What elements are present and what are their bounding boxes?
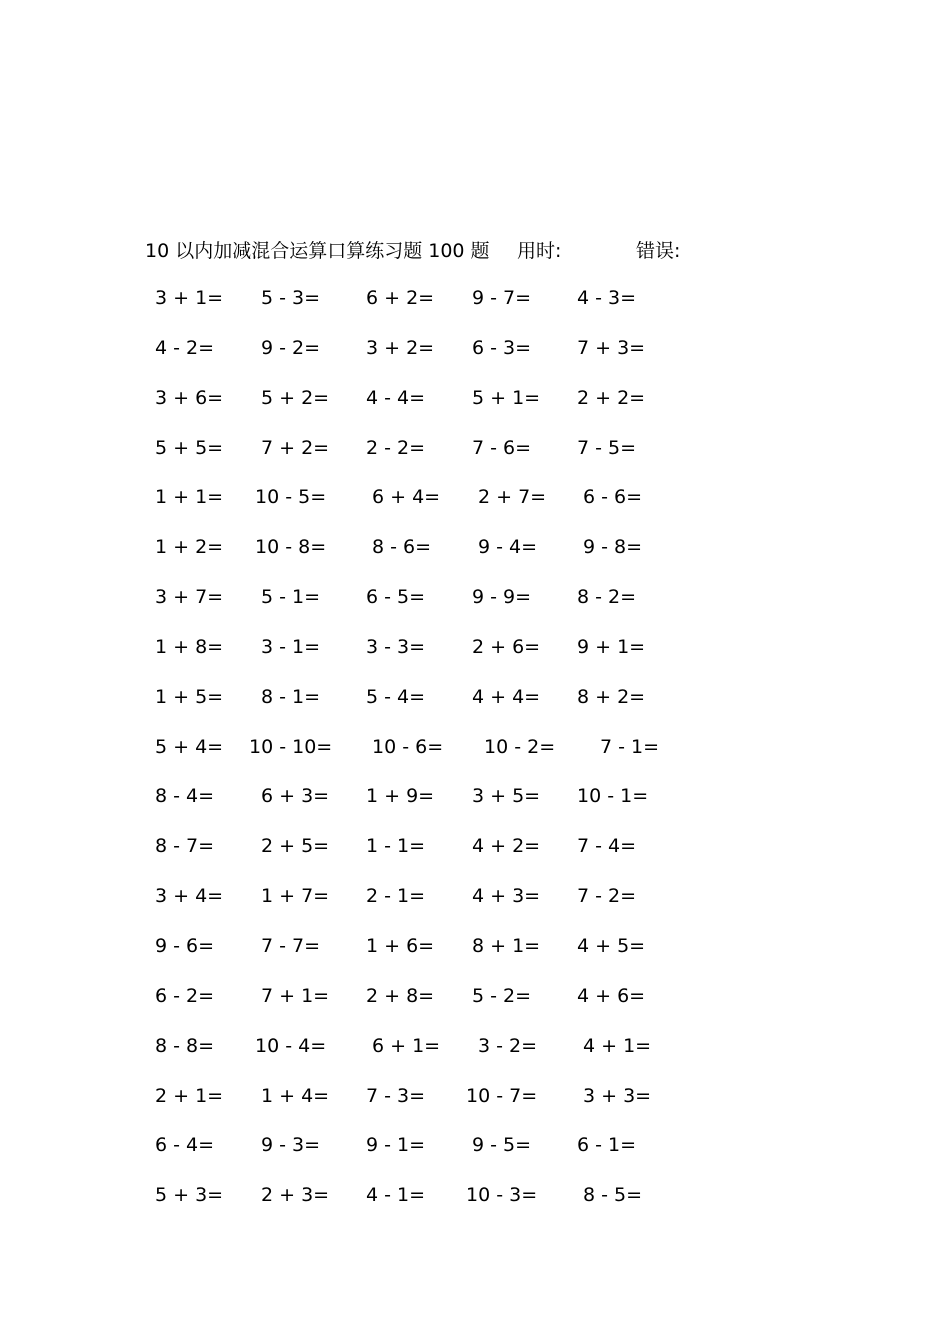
problem-item: 3 - 3= (366, 635, 426, 658)
problem-item: 5 - 1= (261, 586, 321, 609)
problem-row (0, 832, 950, 882)
problem-item: 10 - 4= (255, 1034, 327, 1057)
problem-item: 4 + 5= (577, 934, 646, 957)
problem-item: 4 - 4= (366, 386, 426, 409)
problem-item: 8 - 8= (155, 1034, 215, 1057)
problem-item: 10 - 2= (484, 735, 556, 758)
problem-item: 9 - 4= (478, 536, 538, 559)
problem-item: 9 - 8= (583, 536, 643, 559)
problem-row (0, 334, 950, 384)
problem-row (0, 1131, 950, 1181)
problem-item: 9 - 5= (472, 1134, 532, 1157)
problem-item: 1 + 1= (155, 486, 224, 509)
problem-item: 9 + 1= (577, 635, 646, 658)
problem-row (0, 533, 950, 583)
problem-item: 3 + 7= (155, 586, 224, 609)
problem-item: 8 - 1= (261, 685, 321, 708)
problem-item: 6 + 4= (372, 486, 441, 509)
problem-row (0, 633, 950, 683)
problem-item: 7 - 5= (577, 436, 637, 459)
problem-item: 8 - 7= (155, 835, 215, 858)
problem-row (0, 384, 950, 434)
problem-item: 10 - 10= (249, 735, 333, 758)
problem-item: 4 + 6= (577, 984, 646, 1007)
problem-item: 2 + 2= (577, 386, 646, 409)
problem-item: 4 + 4= (472, 685, 541, 708)
problem-item: 6 - 6= (583, 486, 643, 509)
problem-row (0, 434, 950, 484)
problem-row (0, 284, 950, 334)
problem-row (0, 982, 950, 1032)
problem-item: 6 - 3= (472, 336, 532, 359)
problem-row (0, 683, 950, 733)
problem-item: 4 - 2= (155, 336, 215, 359)
time-used-label: 用时: (517, 240, 562, 262)
problem-item: 5 - 3= (261, 287, 321, 309)
problem-row (0, 932, 950, 982)
problem-item: 3 + 5= (472, 785, 541, 808)
problem-item: 7 - 2= (577, 885, 637, 908)
problem-item: 1 + 4= (261, 1084, 330, 1107)
problem-item: 5 + 1= (472, 386, 541, 409)
problem-item: 4 + 1= (583, 1034, 652, 1057)
problem-item: 1 + 5= (155, 685, 224, 708)
problem-item: 10 - 3= (466, 1184, 538, 1207)
problem-item: 2 + 8= (366, 984, 435, 1007)
problem-item: 6 + 1= (372, 1034, 441, 1057)
problem-item: 5 + 2= (261, 386, 330, 409)
problem-item: 2 - 1= (366, 885, 426, 908)
problem-row (0, 733, 950, 783)
problem-item: 1 + 7= (261, 885, 330, 908)
problem-item: 4 + 3= (472, 885, 541, 908)
problem-item: 9 - 2= (261, 336, 321, 359)
problem-item: 7 - 4= (577, 835, 637, 858)
problem-item: 7 + 1= (261, 984, 330, 1007)
problem-item: 7 + 2= (261, 436, 330, 459)
problem-item: 7 + 3= (577, 336, 646, 359)
problem-row (0, 1181, 950, 1231)
problem-item: 10 - 1= (577, 785, 649, 808)
problem-item: 2 + 7= (478, 486, 547, 509)
problem-item: 9 - 9= (472, 586, 532, 609)
problem-item: 3 + 4= (155, 885, 224, 908)
problem-item: 7 - 3= (366, 1084, 426, 1107)
problem-item: 1 - 1= (366, 835, 426, 858)
problem-item: 8 - 4= (155, 785, 215, 808)
problem-item: 8 - 6= (372, 536, 432, 559)
problem-item: 6 - 1= (577, 1134, 637, 1157)
problem-item: 10 - 8= (255, 536, 327, 559)
problem-row (0, 1032, 950, 1082)
problem-item: 8 - 5= (583, 1184, 643, 1207)
problem-item: 9 - 1= (366, 1134, 426, 1157)
problem-item: 10 - 7= (466, 1084, 538, 1107)
problem-item: 1 + 9= (366, 785, 435, 808)
problem-item: 8 + 1= (472, 934, 541, 957)
problem-item: 7 - 1= (600, 735, 660, 758)
problem-item: 6 - 4= (155, 1134, 215, 1157)
problem-item: 5 + 3= (155, 1184, 224, 1207)
problem-item: 4 + 2= (472, 835, 541, 858)
problem-item: 1 + 8= (155, 635, 224, 658)
problem-item: 6 - 5= (366, 586, 426, 609)
problem-item: 6 + 3= (261, 785, 330, 808)
problem-item: 3 + 3= (583, 1084, 652, 1107)
problem-item: 6 + 2= (366, 287, 435, 309)
problem-grid (0, 284, 950, 1231)
problem-item: 2 + 1= (155, 1084, 224, 1107)
worksheet-title: 10 以内加减混合运算口算练习题 100 题 (145, 240, 490, 262)
problem-item: 5 + 5= (155, 436, 224, 459)
problem-item: 8 - 2= (577, 586, 637, 609)
problem-item: 4 - 3= (577, 287, 637, 309)
problem-row (0, 1082, 950, 1132)
problem-item: 3 + 2= (366, 336, 435, 359)
problem-item: 2 + 5= (261, 835, 330, 858)
problem-item: 6 - 2= (155, 984, 215, 1007)
problem-item: 3 - 1= (261, 635, 321, 658)
problem-item: 1 + 6= (366, 934, 435, 957)
problem-row (0, 782, 950, 832)
problem-item: 7 - 6= (472, 436, 532, 459)
problem-item: 2 + 6= (472, 635, 541, 658)
errors-label: 错误: (636, 240, 681, 262)
problem-item: 7 - 7= (261, 934, 321, 957)
problem-item: 2 + 3= (261, 1184, 330, 1207)
problem-item: 3 + 6= (155, 386, 224, 409)
problem-item: 9 - 7= (472, 287, 532, 309)
problem-item: 8 + 2= (577, 685, 646, 708)
problem-row (0, 583, 950, 633)
problem-row (0, 483, 950, 533)
problem-item: 9 - 3= (261, 1134, 321, 1157)
problem-row (0, 882, 950, 932)
problem-item: 5 - 2= (472, 984, 532, 1007)
problem-item: 5 + 4= (155, 735, 224, 758)
problem-item: 1 + 2= (155, 536, 224, 559)
problem-item: 3 - 2= (478, 1034, 538, 1057)
problem-item: 4 - 1= (366, 1184, 426, 1207)
problem-item: 2 - 2= (366, 436, 426, 459)
problem-item: 9 - 6= (155, 934, 215, 957)
problem-item: 10 - 5= (255, 486, 327, 509)
problem-item: 10 - 6= (372, 735, 444, 758)
problem-item: 3 + 1= (155, 287, 224, 309)
problem-item: 5 - 4= (366, 685, 426, 708)
